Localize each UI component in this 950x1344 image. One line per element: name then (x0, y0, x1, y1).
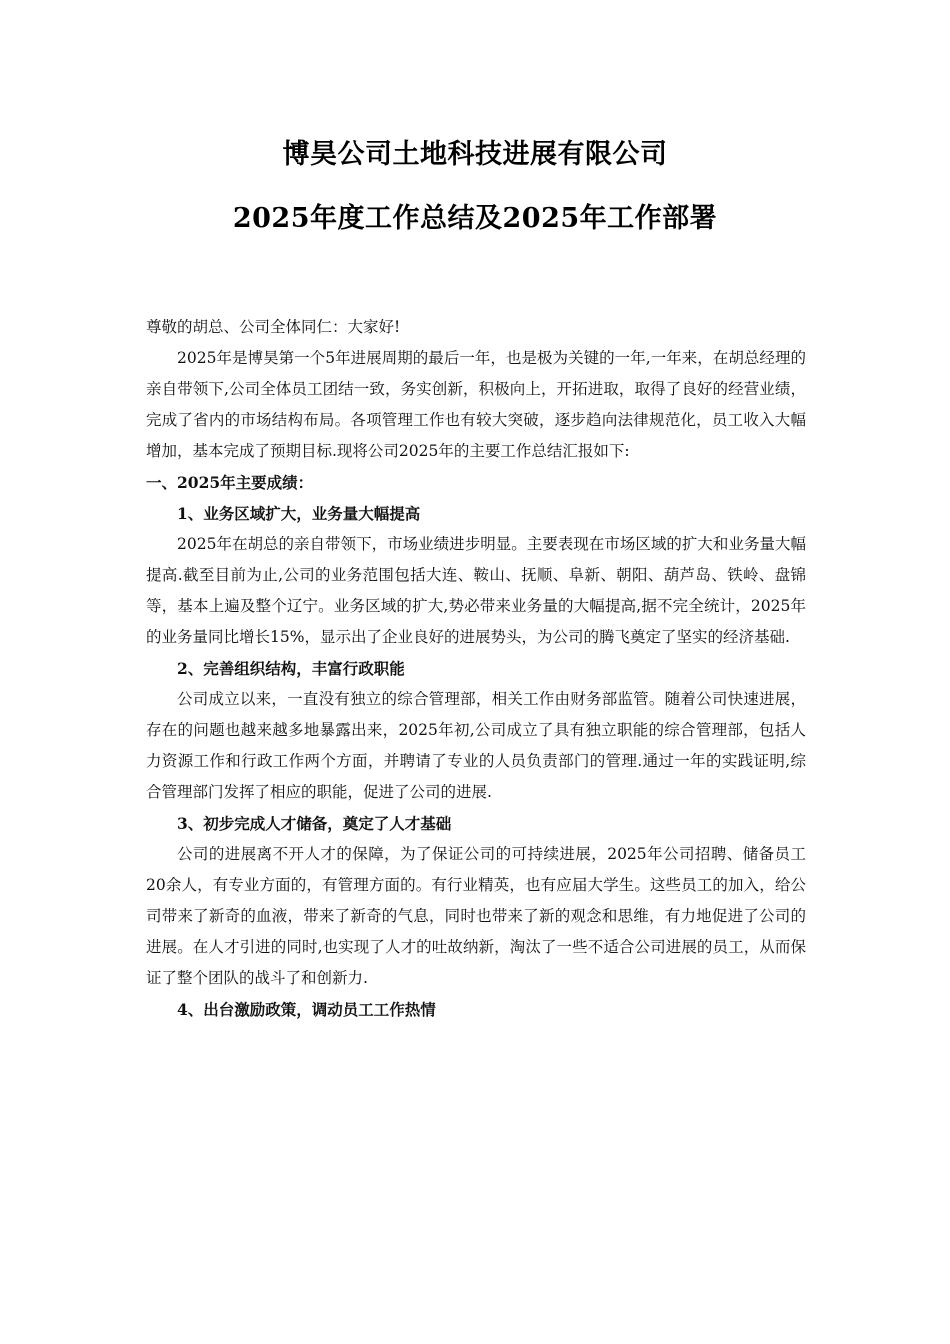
item-heading: 3、初步完成人才储备，奠定了人才基础 (177, 814, 452, 833)
item-heading: 2、完善组织结构，丰富行政职能 (177, 659, 405, 678)
item-paragraph: 公司成立以来，一直没有独立的综合管理部，相关工作由财务部监管。随着公司快速进展，存在的问题也越来越多地暴露出来，2025年初,公司成立了具有独立职能的综合管理部，包括人力资源工作和行政工作两个方面，并聘请了专业的人员负责部门的管理.通过一年的实践证明,综合管理部门发挥了相应的职能，促进了公司的进展. (146, 690, 806, 801)
item-heading: 4、出台激励政策，调动员工工作热情 (177, 1000, 436, 1019)
item-paragraph: 2025年在胡总的亲自带领下，市场业绩进步明显。主要表现在市场区域的扩大和业务量大幅提高.截至目前为止,公司的业务范围包括大连、鞍山、抚顺、阜新、朝阳、葫芦岛、铁岭、盘锦等，基本上遍及整个辽宁。业务区域的扩大,势必带来业务量的大幅提高,据不完全统计，2025年的业务量同比增长15%，显示出了企业良好的进展势头，为公司的腾飞奠定了坚实的经济基础. (146, 535, 806, 646)
document-body (146, 312, 806, 1025)
document-title-line2: 2025年度工作总结及2025年工作部署 (232, 203, 718, 234)
salutation: 尊敬的胡总、公司全体同仁：大家好! (146, 318, 401, 336)
intro-paragraph: 2025年是博昊第一个5年进展周期的最后一年，也是极为关键的一年,一年来，在胡总经理的亲自带领下,公司全体员工团结一致，务实创新，积极向上，开拓进取，取得了良好的经营业绩，完成了省内的市场结构布局。各项管理工作也有较大突破，逐步趋向法律规范化，员工收入大幅增加，基本完成了预期目标.现将公司2025年的主要工作总结汇报如下: (146, 349, 806, 460)
item-heading: 1、业务区域扩大，业务量大幅提高 (177, 504, 421, 523)
item-paragraph: 公司的进展离不开人才的保障，为了保证公司的可持续进展，2025年公司招聘、储备员工20余人，有专业方面的，有管理方面的。有行业精英，也有应届大学生。这些员工的加入，给公司带来了新奇的血液，带来了新奇的气息，同时也带来了新的观念和思维，有力地促进了公司的进展。在人才引进的同时,也实现了人才的吐故纳新，淘汰了一些不适合公司进展的员工，从而保证了整个团队的战斗了和创新力. (146, 845, 806, 987)
section-heading: 一、2025年主要成绩： (146, 473, 314, 492)
document-title-line1: 博昊公司土地科技进展有限公司 (282, 139, 668, 170)
